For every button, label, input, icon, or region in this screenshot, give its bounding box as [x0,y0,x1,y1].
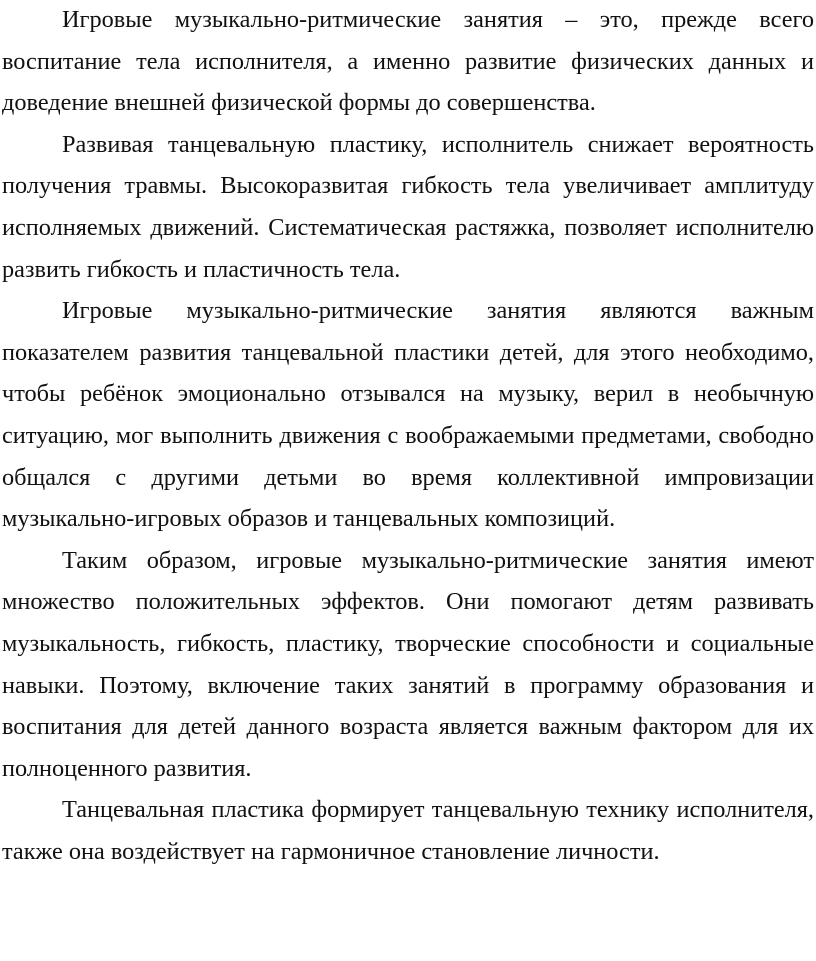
document-page [2,0,814,872]
paragraph-5: Танцевальная пластика формирует танцевальную технику исполнителя, также она воздействует на гармоничное становление личности. [2,796,814,865]
paragraph-4: Таким образом, игровые музыкально-ритмические занятия имеют множество положительных эффектов. Они помогают детям развивать музыкальность, гибкость, пластику, творческие способности и социальные навыки. Поэтому, включение таких занятий в программу образования и воспитания для детей данного возраста является важным фактором для их полноценного развития. [2,546,814,782]
paragraph-1: Игровые музыкально-ритмические занятия – это, прежде всего воспитание тела исполнителя, а именно развитие физических данных и доведение внешней физической формы до совершенства. [2,6,814,117]
paragraph-2: Развивая танцевальную пластику, исполнитель снижает вероятность получения травмы. Высокоразвитая гибкость тела увеличивает амплитуду исполняемых движений. Систематическая растяжка, позволяет исполнителю развить гибкость и пластичность тела. [2,130,814,283]
paragraph-3: Игровые музыкально-ритмические занятия являются важным показателем развития танцевальной пластики детей, для этого необходимо, чтобы ребёнок эмоционально отзывался на музыку, верил в необычную ситуацию, мог выполнить движения с воображаемыми предметами, свободно общался с другими детьми во время коллективной импровизации музыкально-игровых образов и танцевальных композиций. [2,297,814,533]
